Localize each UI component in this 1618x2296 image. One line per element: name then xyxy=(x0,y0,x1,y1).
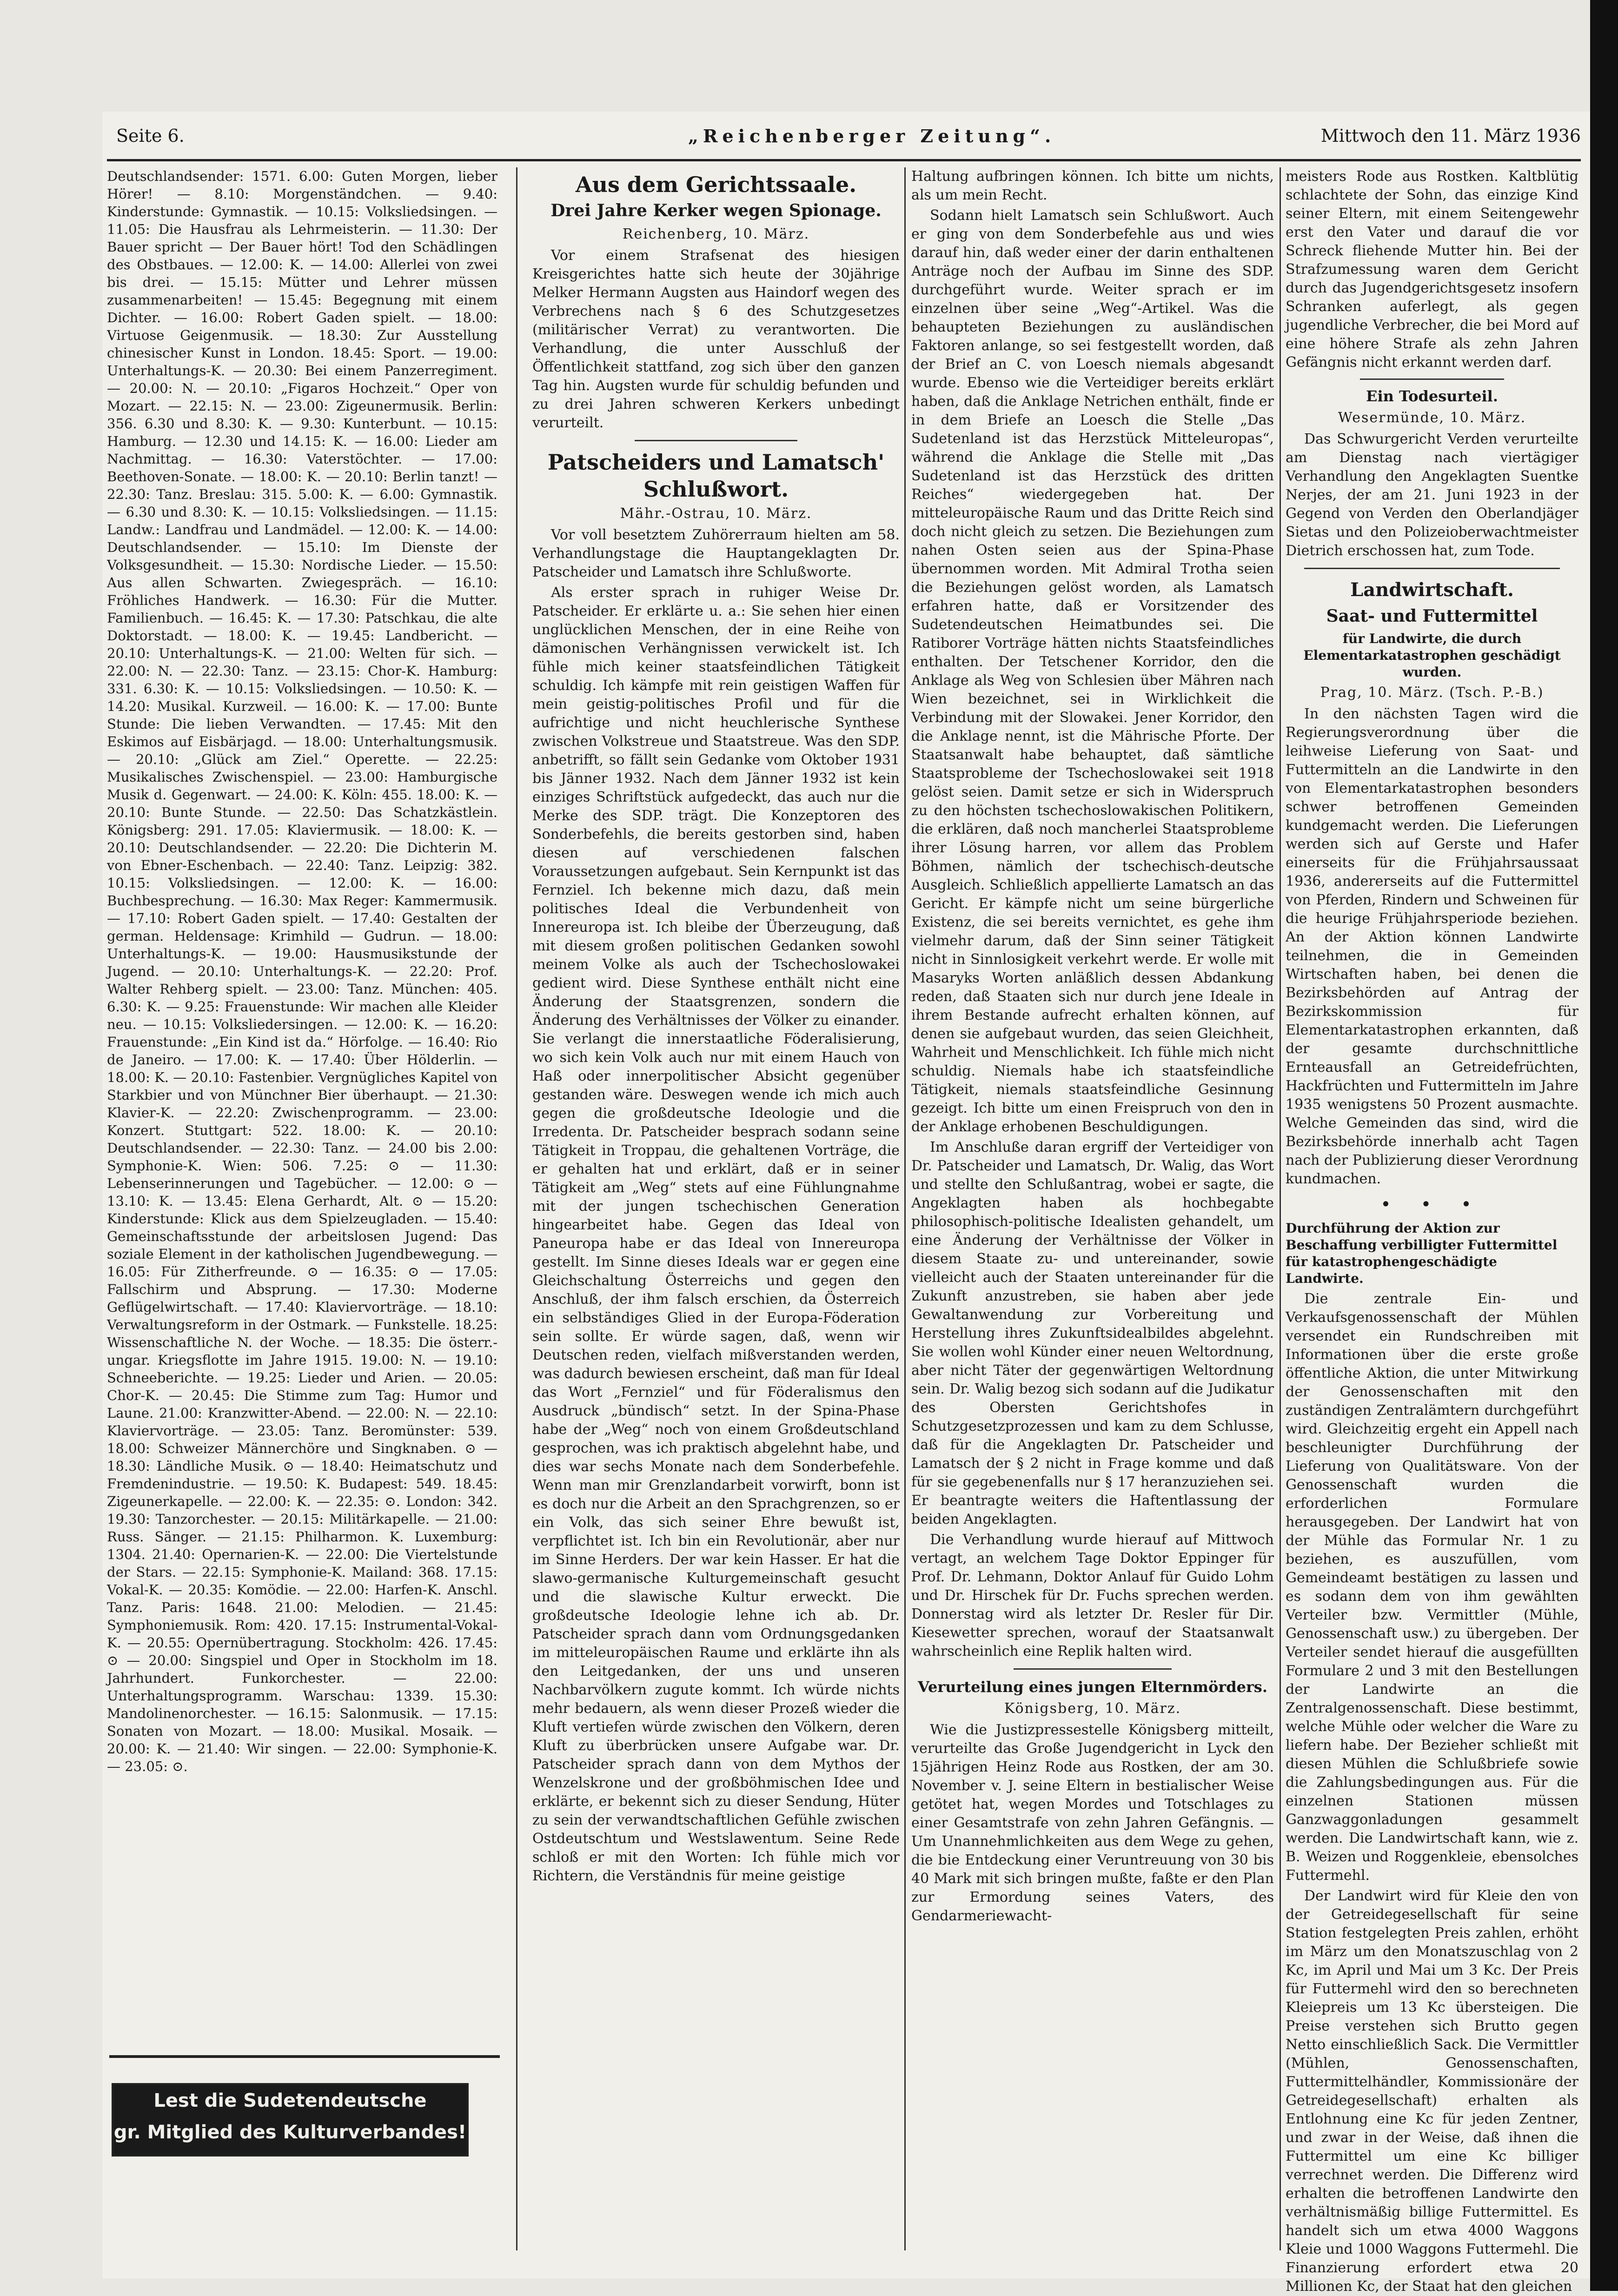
article-divider xyxy=(1360,378,1504,380)
article-text-saatmittel: In den nächsten Tagen wird die Regierungsverordnung über die leihweise Lieferung von Saat- und Futtermitteln an die Landwirte in den von Elementarkatastrophen besonders schwer betroffenen Gemeinden kundgemacht werden. Die Lieferungen werden sich auf Gerste und Hafer einerseits für die Frühjahrsaussaat 1936, andererseits auf die Futtermittel von Pferden, Rindern und Schweinen für die heurige Frühjahrsperiode beziehen. An der Aktion können Landwirte teilnehmen, die in Gemeinden Wirtschaften haben, bei denen die Bezirksbehörden auf Antrag der Bezirkskommission für Elementarkatastrophen erkannten, daß der gesamte durchschnittliche Ernteausfall an Getreidefrüchten, Hackfrüchten und Futtermitteln im Jahre 1935 wenigstens 50 Prozent ausmachte. Welche Gemeinden das sind, wird die Bezirksbehörde innerhalb acht Tagen nach der Publizierung dieser Verordnung kundmachen. xyxy=(1286,706,1578,1187)
agriculture-column xyxy=(1286,167,1578,2295)
scan-edge-bar xyxy=(1590,0,1618,2291)
article-title-aktion: Durchführung der Aktion zur Beschaffung verbilligter Futtermittel für katastrophengeschädigte Landwirte. xyxy=(1286,1221,1558,1286)
article-paragraph: Vor voll besetztem Zuhörerraum hielten am 58. Verhandlungstage die Hauptangeklagten Dr. Patscheider und Lamatsch ihre Schlußworte. xyxy=(532,527,900,580)
column-separator xyxy=(516,167,517,2250)
banner-line-2: gr. Mitglied des Kulturverbandes! xyxy=(113,2122,467,2143)
dateline-ostrau: Mähr.-Ostrau, 10. März. xyxy=(620,505,812,522)
article-divider xyxy=(1014,1668,1172,1670)
separator-dots: • • • xyxy=(1380,1194,1484,1214)
continuation-column xyxy=(911,167,1274,2260)
article-paragraph: Im Anschluße daran ergriff der Verteidiger von Dr. Patscheider und Lamatsch, Dr. Walig, das Wort und stellte den Schlußantrag, wobei er sagte, die Angeklagten haben als hochbegabte philosophisch-politische Idealisten gehandelt, um eine Änderung der Verhältnisse der Völker in diesem Staate zu- und untereinander, sowie vielleicht auch der Staaten untereinander für die Zukunft anzustreben, sie haben aber jede Gewaltanwendung zur Vorbereitung und Herstellung ihres Zukunftsidealbildes abgelehnt. Sie wollen wohl Künder einer neuen Weltordnung, aber nicht Täter der gegenwärtigen Weltordnung sein. Dr. Walig bezog sich sodann auf die Judikatur des Obersten Gerichtshofes in Schutzgesetzprozessen und kam zu dem Schlusse, daß für die Angeklagten Dr. Patscheider und Lamatsch der § 2 nicht in Frage komme und daß für sie gegebenenfalls nur § 17 heranzuziehen sei. Er beantragte weiters die Haftentlassung der beiden Angeklagten. xyxy=(911,1139,1274,1527)
dateline-koenigsberg: Königsberg, 10. März. xyxy=(1004,1700,1181,1717)
article-paragraph: Der Landwirt wird für Kleie den von der Getreidegesellschaft für seine Station festgelegten Preis zahlen, erhöht im März um den Monatszuschlag von 2 Kc, im April und Mai um 3 Kc. Der Preis für Futtermehl wird den so berechneten Kleiepreis um 13 Kc übersteigen. Die Preise verstehen sich Brutto gegen Netto einschließlich Sack. Die Vermittler (Mühlen, Genossenschaften, Futtermittelhändler, Kommissionäre der Getreidegesellschaft) erhalten als Entlohnung eine Kc für jeden Zentner, und zwar in der Weise, daß ihnen die Futtermittel um eine Kc billiger verrechnet werden. Die Differenz wird erhalten die betroffenen Landwirte den verhältnismäßig billige Futtermittel. Es handelt sich um etwa 4000 Waggons Kleie und 1000 Waggons Futtermehl. Die Finanzierung erfordert etwa 20 Millionen Kc, der Staat hat den gleichen xyxy=(1286,1888,1578,2295)
section-title-landwirtschaft: Landwirtschaft. xyxy=(1350,579,1514,601)
article-paragraph: Die Verhandlung wurde hierauf auf Mittwoch vertagt, an welchem Tage Doktor Eppinger für Prof. Dr. Lehmann, Doktor Anlauf für Guido Lohm und Dr. Hirschek für Dr. Fuchs sprechen werden. Donnerstag wird als letzter Dr. Resler für Dir. Kiesewetter sprechen, worauf der Staatsanwalt wahrscheinlich eine Replik halten wird. xyxy=(911,1532,1274,1659)
article-text-todesurteil: Das Schwurgericht Verden verurteilte am Dienstag nach viertägiger Verhandlung den Angeklagten Suentke Nerjes, der am 21. Juni 1923 in der Gegend von Verden den Oberlandjäger Sietas und den Polizeioberwachtmeister Dietrich erschossen hat, zum Tode. xyxy=(1286,431,1578,559)
column-separator xyxy=(1280,167,1281,2250)
header-rule xyxy=(107,159,1581,161)
article-title-espionage: Drei Jahre Kerker wegen Spionage. xyxy=(550,201,882,220)
section-divider xyxy=(1304,568,1560,569)
article-title-todesurteil: Ein Todesurteil. xyxy=(1366,387,1498,405)
article-paragraph: meisters Rode aus Rostken. Kaltblütig schlachtete der Sohn, das einzige Kind seiner Eltern, mit einem Seitengewehr erst den Vater und darauf die vor Schreck fliehende Mutter hin. Bei der Strafzumessung waren dem Gericht durch das Jugendgerichtsgesetz insofern Schranken auferlegt, als gegen jugendliche Verbrecher, die bei Mord auf eine höhere Strafe als zehn Jahren Gefängnis nicht erkannt werden darf. xyxy=(1286,168,1578,371)
article-divider xyxy=(635,440,797,441)
article-paragraph: Als erster sprach in ruhiger Weise Dr. Patscheider. Er erklärte u. a.: Sie sehen hier einen unglücklichen Menschen, der in eine Reihe von dämonischen Verhängnissen verwickelt ist. Ich fühle mich keiner staatsfeindlichen Tätigkeit schuldig. Ich kämpfe mit rein geistigen Waffen für mein geistig-politisches Profil und für die aufrichtige und nicht heuchlerische Synthese zwischen Volkstreue und Staatstreue. Was den SDP. anbetrifft, so fällt sein Gedanke vom Oktober 1931 bis Jänner 1932. Nach dem Jänner 1932 ist kein einziges Schriftstück aufgedeckt, das auch nur die Merke des SDP. trägt. Die Konzeptoren des Sonderbefehls, die bereits gestorben sind, haben diesen auf verschiedenen falschen Voraussetzungen aufgebaut. Sein Kernpunkt ist das Fernziel. Ich bekenne mich dazu, daß mein politisches Ideal die Verbundenheit von Innereuropa ist. Ich bleibe der Überzeugung, daß mit diesem großen politischen Gedanken sowohl meinem Volke als auch der Tschechoslowakei gedient wird. Diese Synthese enthält nicht eine Änderung der Staatsgrenzen, sondern die Änderung des Verhältnisses der Völker zu einander. Sie verlangt die innerstaatliche Föderalisierung, wo sich kein Volk auch nur mit einem Hauch von Haß oder innerpolitischer Absicht gegenüber gestanden wäre. Deswegen wende ich mich auch gegen die großdeutsche Ideologie und die Irredenta. Dr. Patscheider besprach sodann seine Tätigkeit in Troppau, die gehaltenen Vorträge, die er gehalten hat und erklärt, daß er in seiner Tätigkeit am „Weg“ stets auf eine Fühlungnahme mit der jungen tschechischen Generation hingearbeitet habe. Gegen das Ideal von Paneuropa habe er das Ideal von Innereuropa gestellt. Im Sinne dieses Ideals war er gegen eine Gleichschaltung Österreichs und gegen den Anschluß, der ihm falsch erschien, da Österreich ein selbständiges Glied in der Europa-Föderation sein sollte. Er würde sagen, daß, wenn wir Deutschen reden, vielfach mißverstanden werden, was dadurch bewiesen erscheint, daß man für Ideal das Wort „Fernziel“ und für Föderalismus den Ausdruck „bündisch“ setzt. In der Spina-Phase habe der „Weg“ noch von einem Großdeutschland gesprochen, was ich praktisch abgelehnt habe, und dies war sechs Monate nach dem Sonderbefehle. Wenn man mir Grenzlandarbeit vorwirft, bonn ist es doch nur die Arbeit an den Sprachgrenzen, so er ein Volk, das sich seiner Ehre bewußt ist, verpflichtet ist. Ich bin ein Revolutionär, aber nur im Sinne Herders. Der war kein Hasser. Er hat die slawo-germanische Kulturgemeinschaft gesucht und die slawische Kultur erweckt. Die großdeutsche Ideologie lehne ich ab. Dr. Patscheider sprach dann vom Ordnungsgedanken im mitteleuropäischen Raume und erklärte ihn als den Leitgedanken, der uns und unseren Nachbarvölkern zugute kommt. Ich würde nichts mehr bedauern, als wenn dieser Prozeß wieder die Kluft vertiefen würde zwischen den Völkern, deren Kluft zu überbrücken unsere Aufgabe war. Dr. Patscheider sprach dann von dem Mythos der Wenzelskrone und der großböhmischen Idee und erklärte, er bekennt sich zu dieser Sendung, Hüter zu sein der verwandtschaftlichen Gefühle zwischen Ostdeutschtum und Westslawentum. Seine Rede schloß er mit den Worten: Ich fühle mich vor Richtern, die Verständnis für meine geistige xyxy=(532,584,900,1884)
radio-program: Deutschlandsender: 1571. 6.00: Guten Morgen, lieber Hörer! — 8.10: Morgenständchen. — 9.40: Kinderstunde: Gymnastik. — 10.15: Volksliedsingen. — 11.05: Die Hausfrau als Lehrmeisterin. — 11.30: Der Bauer spricht — Der Bauer hört! Tod den Schädlingen des Obstbaues. — 12.00: K. — 14.00: Allerlei von zwei bis drei. — 15.15: Mütter und Lehrer müssen zusammenarbeiten! — 15.45: Begegnung mit einem Dichter. — 16.00: Robert Gaden spielt. — 18.00: Virtuose Geigenmusik. — 18.30: Zur Ausstellung chinesischer Kunst in London. 18.45: Sport. — 19.00: Unterhaltungs-K. — 20.30: Bei einem Panzerregiment. — 20.00: N. — 20.10: „Figaros Hochzeit.“ Oper von Mozart. — 22.15: N. — 23.00: Zigeunermusik. Berlin: 356. 6.30 und 8.30: K. — 9.30: Kunterbunt. — 10.15: Hamburg. — 12.30 und 14.15: K. — 16.00: Lieder am Nachmittag. — 16.30: Vaterstöchter. — 17.00: Beethoven-Sonate. — 18.00: K. — 20.10: Berlin tanzt! — 22.30: Tanz. Breslau: 315. 5.00: K. — 6.00: Gymnastik. — 6.30 und 8.30: K. — 10.15: Volksliedsingen. — 11.15: Landw.: Landfrau und Landmädel. — 12.00: K. — 14.00: Deutschlandsender. — 15.10: Im Dienste der Volksgesundheit. — 15.30: Nordische Lieder. — 15.50: Aus allen Schwarten. Zwiegespräch. — 16.10: Fröhliches Handwerk. — 16.30: Für die Mutter. Familienbuch. — 16.45: K. — 17.30: Patschkau, die alte Doktorstadt. — 18.00: K. — 19.45: Landbericht. — 20.10: Unterhaltungs-K. — 21.00: Welten für sich. — 22.00: N. — 22.30: Tanz. — 23.15: Chor-K. Hamburg: 331. 6.30: K. — 10.15: Volksliedsingen. — 10.50: K. — 14.20: Musikal. Kurzweil. — 16.00: K. — 17.00: Bunte Stunde: Die lieben Verwandten. — 17.45: Mit den Eskimos auf Eisbärjagd. — 18.00: Unterhaltungsmusik. — 20.10: „Glück am Ziel.“ Operette. — 22.25: Musikalisches Zwischenspiel. — 23.00: Hamburgische Musik d. Gegenwart. — 24.00: K. Köln: 455. 18.00: K. — 20.10: Bunte Stunde. — 22.50: Das Schatzkästlein. Königsberg: 291. 17.05: Klaviermusik. — 18.00: K. — 20.10: Deutschlandsender. — 22.20: Die Dichterin M. von Ebner-Eschenbach. — 22.40: Tanz. Leipzig: 382. 10.15: Volksliedsingen. — 12.00: K. — 16.00: Buchbesprechung. — 16.30: Max Reger: Kammermusik. — 17.10: Robert Gaden spielt. — 17.40: Gestalten der german. Heldensage: Krimhild — Gudrun. — 18.00: Unterhaltungs-K. — 19.00: Hausmusikstunde der Jugend. — 20.10: Unterhaltungs-K. — 22.20: Prof. Walter Rehberg spielt. — 23.00: Tanz. München: 405. 6.30: K. — 9.25: Frauenstunde: Wir machen alle Kleider neu. — 10.15: Volksliedersingen. — 12.00: K. — 16.20: Frauenstunde: „Ein Kind ist da.“ Hörfolge. — 16.40: Rio de Janeiro. — 17.00: K. — 17.40: Über Hölderlin. — 18.00: K. — 20.10: Fastenbier. Vergnügliches Kapitel von Starkbier und von Münchner Bier überhaupt. — 21.30: Klavier-K. — 22.20: Zwischenprogramm. — 23.00: Konzert. Stuttgart: 522. 18.00: K. — 20.10: Deutschlandsender. — 22.30: Tanz. — 24.00 bis 2.00: Symphonie-K. Wien: 506. 7.25: ⊙ — 11.30: Lebenserinnerungen und Tagebücher. — 12.00: ⊙ — 13.10: K. — 13.45: Elena Gerhardt, Alt. ⊙ — 15.20: Kinderstunde: Klick aus dem Spielzeugladen. — 15.40: Gemeinschaftsstunde der arbeitslosen Jugend: Das soziale Element in der katholischen Jugendbewegung. — 16.05: Für Zitherfreunde. ⊙ — 16.35: ⊙ — 17.05: Fallschirm und Absprung. — 17.30: Moderne Geflügelwirtschaft. — 17.40: Klaviervorträge. — 18.10: Verwaltungsreform in der Ostmark. — Funkstelle. 18.25: Wissenschaftliche N. der Woche. — 18.35: Die österr.-ungar. Kriegsflotte im Jahre 1915. 19.00: N. — 19.10: Schneeberichte. — 19.25: Lieder und Arien. — 20.05: Chor-K. — 20.45: Die Stimme zum Tag: Humor und Laune. 21.00: Kranzwitter-Abend. — 22.00: N. — 22.10: Klaviervorträge. — 23.05: Tanz. Beromünster: 539. 18.00: Schweizer Männerchöre und Singknaben. ⊙ — 18.30: Ländliche Musik. ⊙ — 18.40: Heimatschutz und Fremdenindustrie. — 19.50: K. Budapest: 549. 18.45: Zigeunerkapelle. — 22.00: K. — 22.35: ⊙. London: 342. 19.30: Tanzorchester. — 20.15: Militärkapelle. — 21.00: Russ. Sänger. — 21.15: Philharmon. K. Luxemburg: 1304. 21.40: Opernarien-K. — 22.00: Die Viertelstunde der Stars. — 22.15: Symphonie-K. Mailand: 368. 17.15: Vokal-K. — 20.35: Komödie. — 22.00: Harfen-K. Anschl. Tanz. Paris: 1648. 21.00: Melodien. — 21.45: Symphoniemusik. Rom: 420. 17.15: Instrumental-Vokal-K. — 20.55: Opernübertragung. Stockholm: 426. 17.45: ⊙ — 20.00: Singspiel und Oper in Stockholm im 18. Jahrhundert. Funkorchester. — 22.00: Unterhaltungsprogramm. Warschau: 1339. 15.30: Mandolinenorchester. — 16.15: Salonmusik. — 17.15: Sonaten von Mozart. — 18.00: Musikal. Mosaik. — 20.00: K. — 21.40: Wir singen. — 22.00: Symphonie-K. — 23.05: ⊙. xyxy=(107,168,497,1774)
dateline-wesermuende: Wesermünde, 10. März. xyxy=(1338,410,1526,426)
article-title-elternmoerder: Verurteilung eines jungen Elternmörders. xyxy=(918,1678,1267,1696)
article-paragraph: Die zentrale Ein- und Verkaufsgenossenschaft der Mühlen versendet ein Rundschreiben mit Informationen über die erste große öffentliche Aktion, die unter Mitwirkung der Genossenschaften mit den zuständigen Zentralämtern durchgeführt wird. Gleichzeitig ergeht ein Appell nach beschleunigter Durchführung der Lieferung von Qualitätsware. Von der Genossenschaft wurden die erforderlichen Formulare herausgegeben. Der Landwirt hat von der Mühle das Formular Nr. 1 zu beziehen, es auszufüllen, vom Gemeindeamt bestätigen zu lassen und es sodann dem von ihm gewählten Verteiler bzw. Vermittler (Mühle, Genossenschaft usw.) zu übergeben. Der Verteiler sendet hierauf die ausgefüllten Formulare 2 und 3 mit den Bestellungen der Landwirte an die Zentralgenossenschaft. Diese bestimmt, welche Mühle oder welcher die Ware zu liefern habe. Der Bezieher schließt mit diesen Mühlen die Schlußbriefe sowie die Zahlungsbedingungen aus. Für die einzelnen Stationen müssen Ganzwaggonladungen gesammelt werden. Die Landwirtschaft kann, wie z. B. Weizen und Roggenkleie, ebensolches Futtermehl. xyxy=(1286,1291,1578,1884)
article-paragraph: Sodann hielt Lamatsch sein Schlußwort. Auch er ging von dem Sonderbefehle aus und wies darauf hin, daß weder einer der darin enthaltenen Anträge noch der Aufbau im Sinne des SDP. durchgeführt wurde. Weiter sprach er im einzelnen über seine „Weg“-Artikel. Was die behaupteten Beziehungen zu ausländischen Faktoren anlange, so sei festgestellt worden, daß der Brief an C. von Loesch niemals abgesandt wurde. Ebenso wie die Verteidiger bereits erklärt haben, daß die Anklage Netrichen enthält, finde er in dem Briefe an Loesch die Stelle „Das Sudetenland ist das Herzstück Mitteleuropas“, während die Anklage die Stelle mit „Das Sudetenland ist das Herzstück des dritten Reiches“ wiedergegeben hat. Der mitteleuropäische Raum und das Dritte Reich sind doch nicht gleich zu setzen. Die Beziehungen zum nahen Osten seien aus der Spina-Phase übernommen worden. Mit Admiral Trotha seien die Beziehungen gelöst worden, als Lamatsch erfahren hatte, daß er Vorsitzender des Sudetendeutschen Heimatbundes sei. Die Ratiborer Vorträge hätten nichts Staatsfeindliches enthalten. Der Tetschener Korridor, den die Anklage als Weg von Schlesien über Mähren nach Wien bezeichnet, sei in Wirklichkeit die Verbindung mit der Slowakei. Jener Korridor, den die Anklage nennt, ist die Mährische Pforte. Der Staatsanwalt habe behauptet, daß sämtliche Staatsprobleme der Tschechoslowakei seit 1918 gelöst seien. Damit setze er sich in Widerspruch zu den höchsten tschechoslowakischen Politikern, die erklären, daß noch mancherlei Staatsprobleme ihrer Lösung harren, vor allem das Problem Böhmen, nämlich der tschechisch-deutsche Ausgleich. Schließlich appellierte Lamatsch an das Gericht. Er kämpfe nicht um seine bürgerliche Existenz, die sei bereits vernichtet, es gehe ihm vielmehr darum, daß der Sinn seiner Tätigkeit nicht in Sinnlosigkeit verkehrt werde. Er wolle mit Masaryks Worten anläßlich dessen Abdankung reden, daß Staaten sich nur durch jene Ideale in ihrem Bestande aufrecht erhalten können, auf denen sie aufgebaut wurden, das seien Gleichheit, Wahrheit und Menschlichkeit. Ich fühle mich nicht schuldig. Niemals habe ich staatsfeindliche Tätigkeit, niemals staatsfeindliche Gesinnung gezeigt. Ich bitte um einen Freispruch von den in der Anklage erhobenen Beschuldigungen. xyxy=(911,207,1274,1135)
issue-date: Mittwoch den 11. März 1936 xyxy=(1320,126,1581,146)
article-title-saatmittel: Saat- und Futtermittel xyxy=(1326,606,1538,626)
article-title-schlusswort: Patscheiders und Lamatsch' Schlußwort. xyxy=(547,450,885,502)
article-subtitle-saatmittel: für Landwirte, die durch Elementarkatastrophen geschädigt wurden. xyxy=(1303,631,1561,680)
page-header xyxy=(116,126,1581,158)
dateline-prag: Prag, 10. März. (Tsch. P.-B.) xyxy=(1320,684,1544,701)
kulturverband-banner xyxy=(112,2083,469,2157)
page-number: Seite 6. xyxy=(116,126,185,146)
banner-line-1: Lest die Sudetendeutsche xyxy=(153,2090,427,2111)
banner-rule xyxy=(109,2055,500,2058)
radio-program-column xyxy=(107,167,497,2260)
newspaper-title: „Reichenberger Zeitung“. xyxy=(688,126,1056,146)
article-text-elternmoerder: Wie die Justizpressestelle Königsberg mitteilt, verurteilte das Große Jugendgericht in Lyck den 15jährigen Heinz Rode aus Rostken, der am 30. November v. J. seine Eltern in bestialischer Weise getötet hat, wegen Mordes und Totschlages zu einer Gesamtstrafe von zehn Jahren Gefängnis. — Um Unannehmlichkeiten aus dem Wege zu gehen, die bie Entdeckung einer Veruntreuung von 30 bis 40 Mark mit sich bringen mußte, faßte er den Plan zur Ermordung seines Vaters, des Gendarmeriewacht- xyxy=(911,1722,1274,1924)
column-separator xyxy=(904,167,906,2250)
section-title-court: Aus dem Gerichtssaale. xyxy=(575,172,857,197)
article-text-espionage: Vor einem Strafsenat des hiesigen Kreisgerichtes hatte sich heute der 30jährige Melker Hermann Augsten aus Haindorf wegen des Verbrechens nach § 6 des Schutzgesetzes (militärischer Verrat) zu verantworten. Die Verhandlung, die unter Ausschluß der Öffentlichkeit stattfand, zog sich über den ganzen Tag hin. Augsten wurde für schuldig befunden und zu drei Jahren schweren Kerkers unbedingt verurteilt. xyxy=(532,247,900,431)
court-column xyxy=(532,167,900,2260)
article-paragraph: Haltung aufbringen können. Ich bitte um nichts, als um mein Recht. xyxy=(911,168,1274,203)
dateline-reichenberg: Reichenberg, 10. März. xyxy=(622,226,810,242)
